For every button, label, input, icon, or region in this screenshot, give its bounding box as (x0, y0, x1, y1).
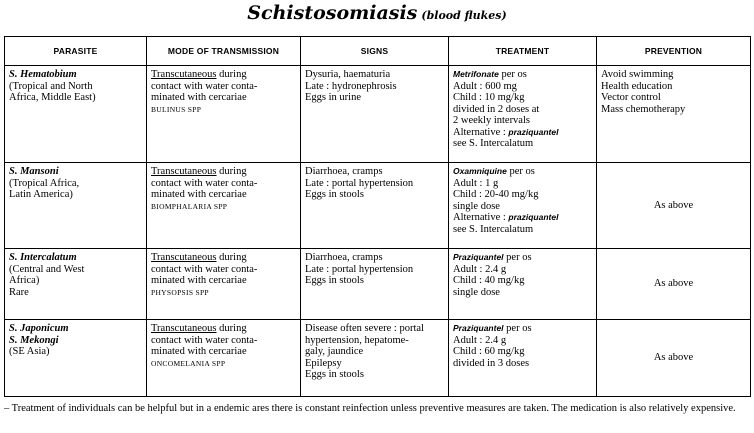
transmission-cell (147, 66, 301, 163)
page-title (0, 0, 754, 29)
dose-text: divided in 2 doses at (453, 103, 540, 115)
transmission-mode: Transcutaneous (151, 69, 217, 80)
transmission-text: Transcutaneous during (151, 166, 247, 177)
title-text: Schistosomiasis (247, 2, 418, 24)
prevention-cell (597, 249, 751, 320)
transmission-text: minated with cercariae (151, 92, 247, 103)
prevention-text: As above (653, 278, 694, 290)
drug-name: Praziquantel (453, 252, 504, 262)
signs-cell (301, 66, 449, 163)
treatment-drug-line: Metrifonate per os (453, 69, 527, 80)
sign-text: Disease often severe : portal (305, 323, 424, 334)
transmission-cell (147, 249, 301, 320)
drug-name: Metrifonate (453, 69, 499, 79)
prevention-text: Mass chemotherapy (601, 103, 686, 115)
parasite-cell (5, 320, 147, 397)
parasite-cell (5, 66, 147, 163)
parasite-region: (Tropical Africa, (9, 177, 80, 189)
parasite-region: Rare (9, 286, 29, 298)
transmission-text: minated with cercariae (151, 346, 247, 357)
parasite-name: S. Hematobium (9, 69, 77, 80)
prevention-text: Avoid swimming (601, 69, 674, 80)
sign-text: hypertension, hepatome- (305, 334, 409, 346)
footnote: – Treatment of individuals can be helpful but in a endemic ares there is constant reinfection unless preventive measures are taken. The medication is also relatively expensive. (4, 403, 736, 414)
sign-text: Epilepsy (305, 357, 342, 369)
transmission-cell (147, 163, 301, 249)
title-subtitle: (blood flukes) (421, 9, 507, 22)
sign-text: Eggs in stools (305, 275, 364, 286)
dose-text: Child : 10 mg/kg (453, 92, 525, 103)
vector-snail: BIOMPHALARIA SPP (151, 201, 228, 211)
parasite-name: S. Japonicum (9, 323, 69, 334)
treatment-cell (449, 66, 597, 163)
alternative-note: see S. Intercalatum (453, 223, 534, 235)
signs-cell (301, 249, 449, 320)
sign-text: Eggs in stools (305, 189, 364, 200)
transmission-text: Transcutaneous during (151, 69, 247, 80)
treatment-drug-line: Praziquantel per os (453, 323, 532, 334)
prevention-text: As above (653, 352, 694, 364)
schistosomiasis-table (4, 36, 751, 397)
table-header-row (5, 37, 751, 66)
transmission-text: contact with water conta- (151, 177, 258, 189)
dose-text: Adult : 2.4 g (453, 334, 507, 346)
transmission-text: Transcutaneous during (151, 323, 247, 334)
transmission-text: contact with water conta- (151, 263, 258, 275)
transmission-text: Transcutaneous during (151, 252, 247, 263)
dose-text: single dose (453, 200, 500, 212)
signs-cell (301, 163, 449, 249)
parasite-cell (5, 163, 147, 249)
table-row (5, 249, 751, 320)
dose-text: Adult : 1 g (453, 177, 499, 189)
vector-snail: PHYSOPSIS SPP (151, 287, 209, 297)
table-body (5, 66, 751, 397)
alternative-drug: praziquantel (508, 212, 559, 222)
sign-text: Eggs in urine (305, 92, 361, 103)
header-parasite: PARASITE (5, 37, 147, 66)
dose-text: Child : 40 mg/kg (453, 275, 525, 286)
header-signs: SIGNS (301, 37, 449, 66)
dose-text: divided in 3 doses (453, 357, 530, 369)
sign-text: Late : portal hypertension (305, 177, 414, 189)
table-row (5, 163, 751, 249)
parasite-name: S. Mansoni (9, 166, 59, 177)
drug-name: Praziquantel (453, 323, 504, 333)
sign-text: Late : portal hypertension (305, 263, 414, 275)
treatment-cell (449, 320, 597, 397)
parasite-region: Africa, Middle East) (9, 92, 96, 103)
table-row (5, 66, 751, 163)
dose-text: Adult : 600 mg (453, 80, 517, 92)
treatment-cell (449, 249, 597, 320)
header-transmission: MODE OF TRANSMISSION (147, 37, 301, 66)
dose-text: Adult : 2.4 g (453, 263, 507, 275)
header-treatment: TREATMENT (449, 37, 597, 66)
sign-text: galy, jaundice (305, 346, 364, 357)
sign-text: Diarrhoea, cramps (305, 166, 383, 177)
sign-text: Late : hydronephrosis (305, 80, 397, 92)
vector-snail: BULINUS SPP (151, 104, 202, 114)
dose-text: Child : 20-40 mg/kg (453, 189, 539, 200)
signs-cell (301, 320, 449, 397)
transmission-mode: Transcutaneous (151, 166, 217, 177)
parasite-name: S. Intercalatum (9, 252, 77, 263)
parasite-region: (Central and West (9, 263, 85, 275)
alternative-line: Alternative : praziquantel (453, 212, 559, 223)
sign-text: Diarrhoea, cramps (305, 252, 383, 263)
treatment-drug-line: Praziquantel per os (453, 252, 532, 263)
transmission-text: contact with water conta- (151, 334, 258, 346)
alternative-line: Alternative : praziquantel (453, 126, 559, 138)
transmission-mode: Transcutaneous (151, 323, 217, 334)
table-row (5, 320, 751, 397)
parasite-region: Africa) (9, 275, 40, 286)
drug-name: Oxamniquine (453, 166, 507, 176)
transmission-text: contact with water conta- (151, 80, 258, 92)
alternative-note: see S. Intercalatum (453, 138, 534, 149)
prevention-text: Health education (601, 80, 673, 92)
sign-text: Dysuria, haematuria (305, 69, 391, 80)
transmission-text: minated with cercariae (151, 189, 247, 200)
transmission-cell (147, 320, 301, 397)
prevention-text: As above (653, 199, 694, 211)
prevention-cell (597, 66, 751, 163)
prevention-cell (597, 320, 751, 397)
treatment-cell (449, 163, 597, 249)
prevention-text: Vector control (601, 92, 661, 103)
alternative-drug: praziquantel (508, 126, 559, 137)
dose-text: 2 weekly intervals (453, 115, 530, 126)
header-prevention: PREVENTION (597, 37, 751, 66)
sign-text: Eggs in stools (305, 369, 364, 380)
parasite-cell (5, 249, 147, 320)
transmission-mode: Transcutaneous (151, 252, 217, 263)
parasite-region: (SE Asia) (9, 346, 50, 357)
vector-snail: ONCOMELANIA SPP (151, 358, 226, 368)
parasite-name: S. Mekongi (9, 334, 59, 346)
dose-text: Child : 60 mg/kg (453, 346, 525, 357)
parasite-region: (Tropical and North (9, 80, 93, 92)
prevention-cell (597, 163, 751, 249)
transmission-text: minated with cercariae (151, 275, 247, 286)
treatment-drug-line: Oxamniquine per os (453, 166, 535, 177)
dose-text: single dose (453, 286, 500, 298)
parasite-region: Latin America) (9, 189, 73, 200)
